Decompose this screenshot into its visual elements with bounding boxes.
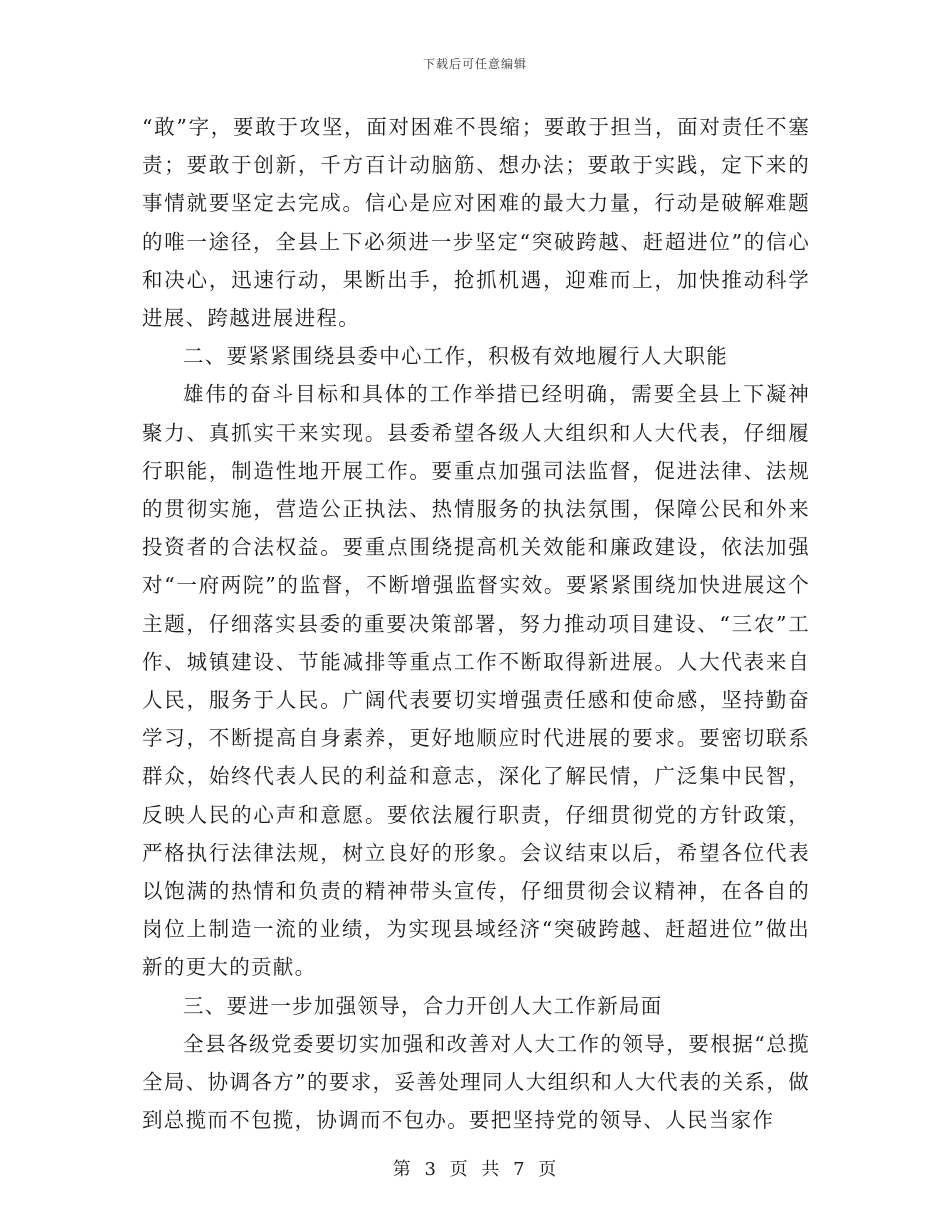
section-heading: 二、要紧紧围绕县委中心工作，积极有效地履行人大职能 <box>183 344 728 369</box>
body-paragraph: 全县各级党委要切实加强和改善对人大工作的领导，要根据“总揽全局、协调各方”的要求，妥善处理同人大组织和人大代表的关系，做到总揽而不包揽，协调而不包办。要把坚持党的领导、人民当家作 <box>142 1031 810 1133</box>
page-footer <box>0 1155 950 1181</box>
page-number-prefix: 第 <box>392 1159 412 1180</box>
page-total-prefix: 共 <box>481 1159 501 1180</box>
page-total: 7 <box>513 1159 526 1180</box>
body-paragraph: 雄伟的奋斗目标和具体的工作举措已经明确，需要全县上下凝神聚力、真抓实干来实现。县委希望各级人大组织和人大代表，仔细履行职能，制造性地开展工作。要重点加强司法监督，促进法律、法规的贯彻实施，营造公正执法、热情服务的执法氛围，保障公民和外来投资者的合法权益。要重点围绕提高机关效能和廉政建设，依法加强对“一府两院”的监督，不断增强监督实效。要紧紧围绕加快进展这个主题，仔细落实县委的重要决策部署，努力推动项目建设、“三农”工作、城镇建设、节能减排等重点工作不断取得新进展。人大代表来自人民，服务于人民。广阔代表要切实增强责任感和使命感，坚持勤奋学习，不断提高自身素养，更好地顺应时代进展的要求。要密切联系群众，始终代表人民的利益和意志，深化了解民情，广泛集中民智，反映人民的心声和意愿。要依法履行职责，仔细贯彻党的方针政策，严格执行法律法规，树立良好的形象。会议结束以后，希望各位代表以饱满的热情和负责的精神带头宣传，仔细贯彻会议精神，在各自的岗位上制造一流的业绩，为实现县域经济“突破跨越、赶超进位”做出新的更大的贡献。 <box>142 382 810 980</box>
page-number: 3 <box>424 1159 437 1180</box>
body-paragraph: “敢”字，要敢于攻坚，面对困难不畏缩；要敢于担当，面对责任不塞责；要敢于创新，千方百计动脑筋、想办法；要敢于实践，定下来的事情就要坚定去完成。信心是应对困难的最大力量，行动是破解难题的唯一途径，全县上下必须进一步坚定“突破跨越、赶超进位”的信心和决心，迅速行动，果断出手，抢抓机遇，迎难而上，加快推动科学进展、跨越进展进程。 <box>142 115 810 331</box>
section-heading: 三、要进一步加强领导，合力开创人大工作新局面 <box>183 993 663 1018</box>
page-total-unit: 页 <box>538 1159 558 1180</box>
page-number-unit: 页 <box>449 1159 469 1180</box>
page-header: 下载后可任意编辑 <box>422 57 527 71</box>
document-body <box>142 108 810 1139</box>
